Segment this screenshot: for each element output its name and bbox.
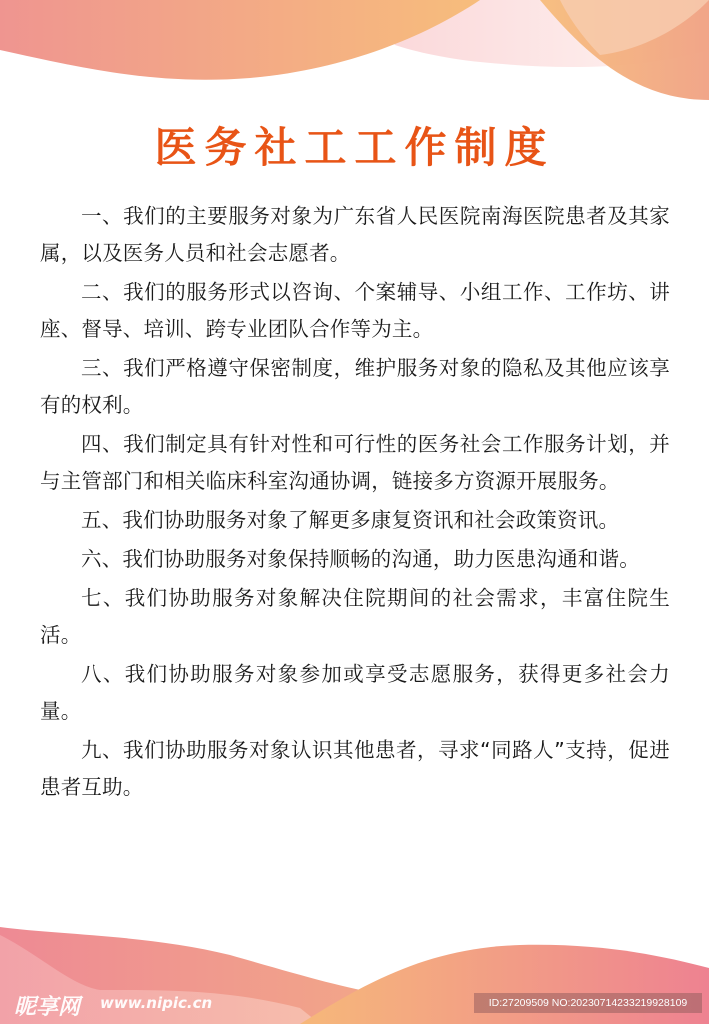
regulation-item-9: 九、我们协助服务对象认识其他患者，寻求“同路人”支持，促进患者互助。 [40, 738, 670, 799]
page-title: 医务社工工作制度 [154, 123, 555, 172]
regulation-item-8: 八、我们协助服务对象参加或享受志愿服务，获得更多社会力量。 [40, 662, 670, 723]
watermark-logo: 昵享网 [14, 995, 81, 1020]
watermark-url: www.nipic.cn [100, 994, 213, 1012]
regulation-item-1: 一、我们的主要服务对象为广东省人民医院南海医院患者及其家属，以及医务人员和社会志愿者。 [40, 204, 670, 265]
regulation-item-3: 三、我们严格遵守保密制度，维护服务对象的隐私及其他应该享有的权利。 [40, 356, 670, 417]
regulation-list [40, 198, 670, 808]
regulation-item-7: 七、我们协助服务对象解决住院期间的社会需求，丰富住院生活。 [40, 586, 670, 647]
regulation-item-2: 二、我们的服务形式以咨询、个案辅导、小组工作、工作坊、讲座、督导、培训、跨专业团队合作等为主。 [40, 280, 670, 341]
regulation-item-5: 五、我们协助服务对象了解更多康复资讯和社会政策资讯。 [81, 508, 620, 532]
regulation-item-4: 四、我们制定具有针对性和可行性的医务社会工作服务计划，并与主管部门和相关临床科室沟通协调，链接多方资源开展服务。 [40, 432, 670, 493]
watermark-id: ID:27209509 NO:20230714233219928109 [474, 993, 702, 1013]
regulation-item-6: 六、我们协助服务对象保持顺畅的沟通，助力医患沟通和谐。 [81, 547, 640, 571]
